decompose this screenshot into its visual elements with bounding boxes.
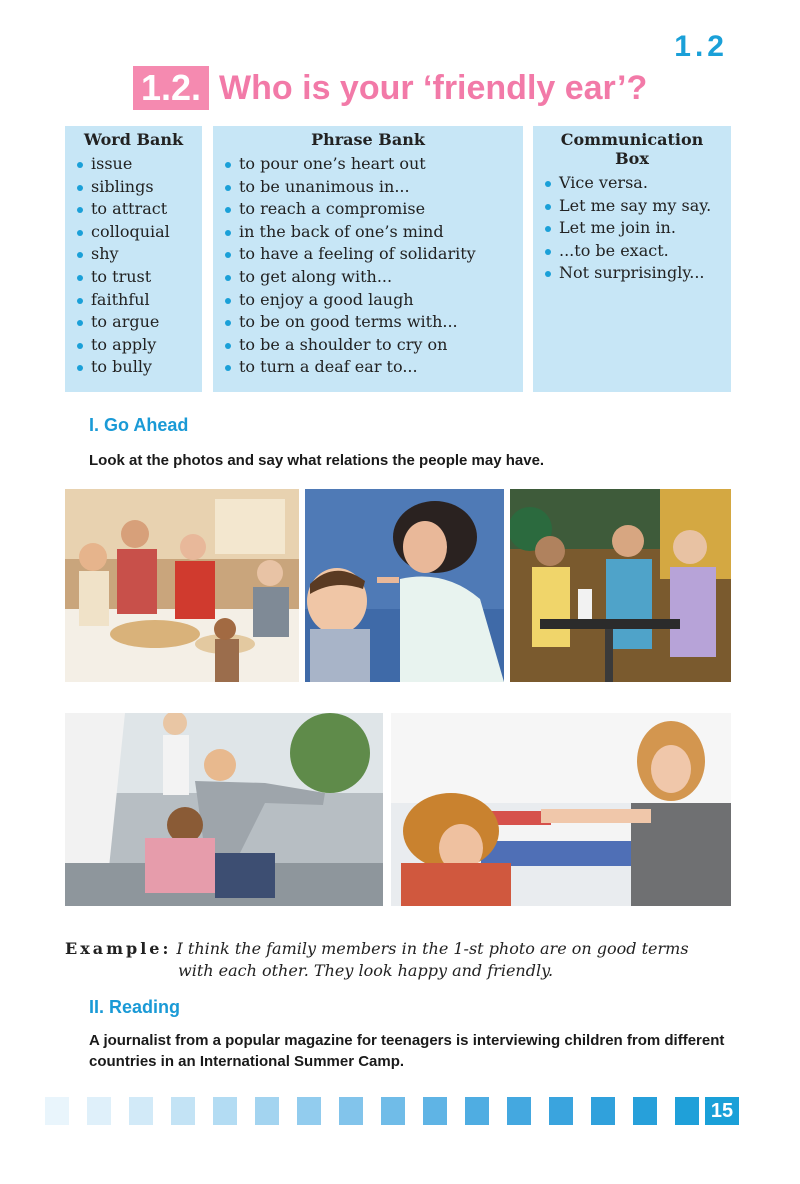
reading-heading: II. Reading [89, 997, 181, 1017]
section-number: 1.2 [674, 30, 728, 63]
phrase-bank-heading: Phrase Bank [311, 130, 425, 149]
phrase-bank-item: to reach a compromise [223, 198, 523, 221]
word-bank-item: colloquial [75, 221, 202, 244]
phrase-bank-item: to be on good terms with... [223, 311, 523, 334]
phrase-bank-item: to be unanimous in... [223, 176, 523, 199]
word-bank-item: to attract [75, 198, 202, 221]
photo-mother-and-son [305, 489, 504, 682]
example-label: Example: [65, 939, 172, 958]
phrase-bank-item: to have a feeling of solidarity [223, 243, 523, 266]
photo-schoolyard-bullying [65, 713, 383, 906]
word-bank-item: shy [75, 243, 202, 266]
word-bank-item: to argue [75, 311, 202, 334]
communication-box-item: Let me say my say. [543, 195, 731, 218]
title-text: Who is your ‘friendly ear’? [219, 68, 648, 107]
word-bank-item: to trust [75, 266, 202, 289]
communication-box [533, 126, 731, 392]
title-number: 1.2. [133, 66, 209, 110]
communication-box-item: Let me join in. [543, 217, 731, 240]
phrase-bank [213, 126, 523, 392]
go-ahead-task: Look at the photos and say what relations the people may have. [89, 452, 545, 469]
photo-teens-at-cafe [510, 489, 731, 682]
page-title [133, 65, 647, 111]
word-bank-item: to apply [75, 334, 202, 357]
phrase-bank-item: in the back of one’s mind [223, 221, 523, 244]
word-bank-heading: Word Bank [83, 130, 184, 149]
word-bank [65, 126, 202, 392]
reading-intro: A journalist from a popular magazine for teenagers is interviewing children from different countries in an International Summer Camp. [89, 1032, 725, 1070]
communication-box-heading: Communication Box [560, 130, 704, 168]
communication-box-item: Not surprisingly... [543, 262, 731, 285]
word-bank-item: siblings [75, 176, 202, 199]
go-ahead-heading: I. Go Ahead [89, 415, 189, 435]
phrase-bank-item: to turn a deaf ear to... [223, 356, 523, 379]
example-line-2: with each other. They look happy and friendly. [178, 961, 554, 980]
example [65, 938, 735, 982]
page-number: 15 [705, 1097, 739, 1125]
word-bank-item: issue [75, 153, 202, 176]
communication-box-item: ...to be exact. [543, 240, 731, 263]
photo-classroom-bullying [391, 713, 731, 906]
word-bank-item: faithful [75, 289, 202, 312]
phrase-bank-item: to be a shoulder to cry on [223, 334, 523, 357]
communication-box-item: Vice versa. [543, 172, 731, 195]
word-bank-item: to bully [75, 356, 202, 379]
example-line-1: I think the family members in the 1-st photo are on good terms [176, 939, 689, 958]
phrase-bank-item: to get along with... [223, 266, 523, 289]
phrase-bank-item: to enjoy a good laugh [223, 289, 523, 312]
phrase-bank-item: to pour one’s heart out [223, 153, 523, 176]
photo-family-dinner [65, 489, 299, 682]
